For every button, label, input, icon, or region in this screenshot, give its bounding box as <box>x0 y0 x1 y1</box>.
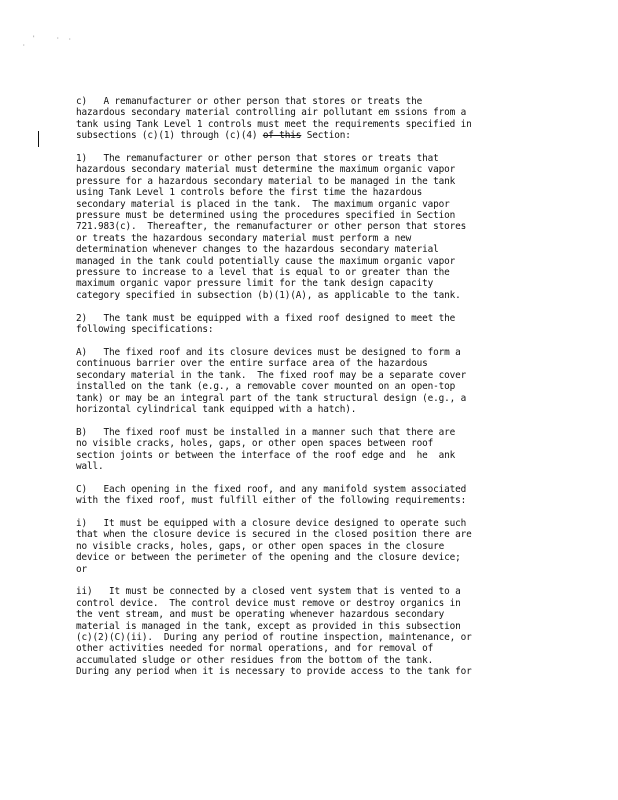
text-line <box>76 233 546 244</box>
text-line <box>76 666 546 677</box>
struck-text: of this <box>262 130 302 142</box>
text-line <box>76 164 546 175</box>
text-line <box>76 598 546 609</box>
text-line <box>76 381 546 392</box>
text-segment: pressure to increase to a level that is equal to or greater than the <box>76 267 450 279</box>
text-line <box>76 609 546 620</box>
text-segment: no visible cracks, holes, gaps, or other open spaces between roof <box>76 438 434 450</box>
text-segment: control device. The control device must remove or destroy organics in <box>76 597 461 609</box>
text-line <box>76 621 546 632</box>
text-segment: continuous barrier over the entire surface area of the hazardous <box>76 358 428 370</box>
text-line <box>76 267 546 278</box>
text-line <box>76 655 546 666</box>
text-segment: secondary material is placed in the tank. The maximum organic vapor <box>76 198 450 210</box>
text-line <box>76 541 546 552</box>
text-segment: tank) or may be an integral part of the tank structural design (e.g., a <box>76 392 467 404</box>
text-line <box>76 347 546 358</box>
text-segment: Section: <box>301 130 351 142</box>
text-segment: installed on the tank (e.g., a removable cover mounted on an open-top <box>76 381 456 393</box>
text-segment: no visible cracks, holes, gaps, or other open spaces in the closure <box>76 540 445 552</box>
scan-speck: · <box>68 36 72 43</box>
text-line <box>76 518 546 529</box>
text-segment: determination whenever changes to the hazardous secondary material <box>76 244 439 256</box>
text-segment: hazardous secondary material controlling air pollutant em ssions from a <box>76 107 467 119</box>
text-segment: ii) It must be connected by a closed vent system that is vented to a <box>76 586 461 598</box>
text-segment: c) A remanufacturer or other person that stores or treats the <box>76 96 423 107</box>
text-segment: following specifications: <box>76 324 214 336</box>
text-line <box>76 586 546 597</box>
text-segment: B) The fixed roof must be installed in a manner such that there are <box>76 426 456 438</box>
text-line <box>76 153 546 164</box>
text-line <box>76 643 546 654</box>
text-line <box>76 313 546 324</box>
text-segment: other activities needed for normal operations, and for removal of <box>76 643 434 655</box>
text-segment: or <box>76 563 87 575</box>
text-line <box>76 96 546 107</box>
text-line <box>76 278 546 289</box>
text-segment: or treats the hazardous secondary material must perform a new <box>76 232 412 244</box>
text-line <box>76 221 546 232</box>
text-line <box>76 552 546 563</box>
text-segment: maximum organic vapor pressure limit for the tank design capacity <box>76 278 434 290</box>
text-segment: that when the closure device is secured in the closed position there are <box>76 529 472 541</box>
text-segment: accumulated sludge or other residues from the bottom of the tank. <box>76 654 434 666</box>
text-line <box>76 564 546 575</box>
text-line <box>76 199 546 210</box>
text-segment: tank using Tank Level 1 controls must meet the requirements specified in <box>76 118 472 130</box>
text-line <box>76 529 546 540</box>
paragraph-c2 <box>76 313 546 336</box>
paragraph-c <box>76 96 546 142</box>
text-segment: category specified in subsection (b)(1)(A), as applicable to the tank. <box>76 289 461 301</box>
text-segment: with the fixed roof, must fulfill either of the following requirements: <box>76 495 467 507</box>
text-line <box>76 358 546 369</box>
paragraph-c2B <box>76 427 546 473</box>
scan-speck: · <box>22 42 26 49</box>
text-line <box>76 256 546 267</box>
text-line <box>76 438 546 449</box>
margin-revision-bar <box>38 131 39 147</box>
text-line <box>76 176 546 187</box>
text-line <box>76 393 546 404</box>
paragraph-c2Cii <box>76 586 546 677</box>
text-line <box>76 290 546 301</box>
scan-speck: ' <box>32 35 36 42</box>
text-segment: hazardous secondary material must determine the maximum organic vapor <box>76 164 456 176</box>
text-segment: 721.983(c). Thereafter, the remanufacturer or other person that stores <box>76 221 467 233</box>
text-line <box>76 370 546 381</box>
text-segment: horizontal cylindrical tank equipped with a hatch). <box>76 403 357 415</box>
text-line <box>76 244 546 255</box>
text-line <box>76 450 546 461</box>
text-segment: pressure must be determined using the procedures specified in Section <box>76 210 456 222</box>
text-segment: managed in the tank could potentially cause the maximum organic vapor <box>76 255 456 267</box>
scan-speck: · <box>56 35 60 42</box>
text-line <box>76 461 546 472</box>
paragraph-c2A <box>76 347 546 415</box>
text-segment: A) The fixed roof and its closure devices must be designed to form a <box>76 346 461 358</box>
text-segment: During any period when it is necessary to provide access to the tank for <box>76 666 472 678</box>
paragraph-c1 <box>76 153 546 301</box>
text-segment: (c)(2)(C)(ii). During any period of routine inspection, maintenance, or <box>76 631 472 643</box>
paragraph-c2C <box>76 484 546 507</box>
text-segment: C) Each opening in the fixed roof, and any manifold system associated <box>76 483 467 495</box>
text-segment: device or between the perimeter of the opening and the closure device; <box>76 552 461 564</box>
text-segment: 2) The tank must be equipped with a fixed roof designed to meet the <box>76 312 456 324</box>
text-line <box>76 210 546 221</box>
text-line <box>76 495 546 506</box>
document-body <box>76 96 546 689</box>
text-segment: material is managed in the tank, except as provided in this subsection <box>76 620 461 632</box>
text-line <box>76 484 546 495</box>
text-segment: subsections (c)(1) through (c)(4) <box>76 130 263 142</box>
paragraph-c2Ci <box>76 518 546 575</box>
text-segment: pressure for a hazardous secondary material to be managed in the tank <box>76 175 456 187</box>
text-segment: secondary material in the tank. The fixed roof may be a separate cover <box>76 369 467 381</box>
text-segment: i) It must be equipped with a closure device designed to operate such <box>76 517 467 529</box>
text-segment: wall. <box>76 460 104 472</box>
text-line <box>76 187 546 198</box>
text-line <box>76 404 546 415</box>
text-segment: 1) The remanufacturer or other person that stores or treats that <box>76 153 439 165</box>
text-segment: the vent stream, and must be operating whenever hazardous secondary <box>76 609 445 621</box>
text-line <box>76 427 546 438</box>
text-line <box>76 119 546 130</box>
text-line <box>76 130 546 141</box>
text-line <box>76 632 546 643</box>
text-line <box>76 107 546 118</box>
text-line <box>76 324 546 335</box>
text-segment: using Tank Level 1 controls before the first time the hazardous <box>76 187 423 199</box>
text-segment: section joints or between the interface of the roof edge and he ank <box>76 449 456 461</box>
